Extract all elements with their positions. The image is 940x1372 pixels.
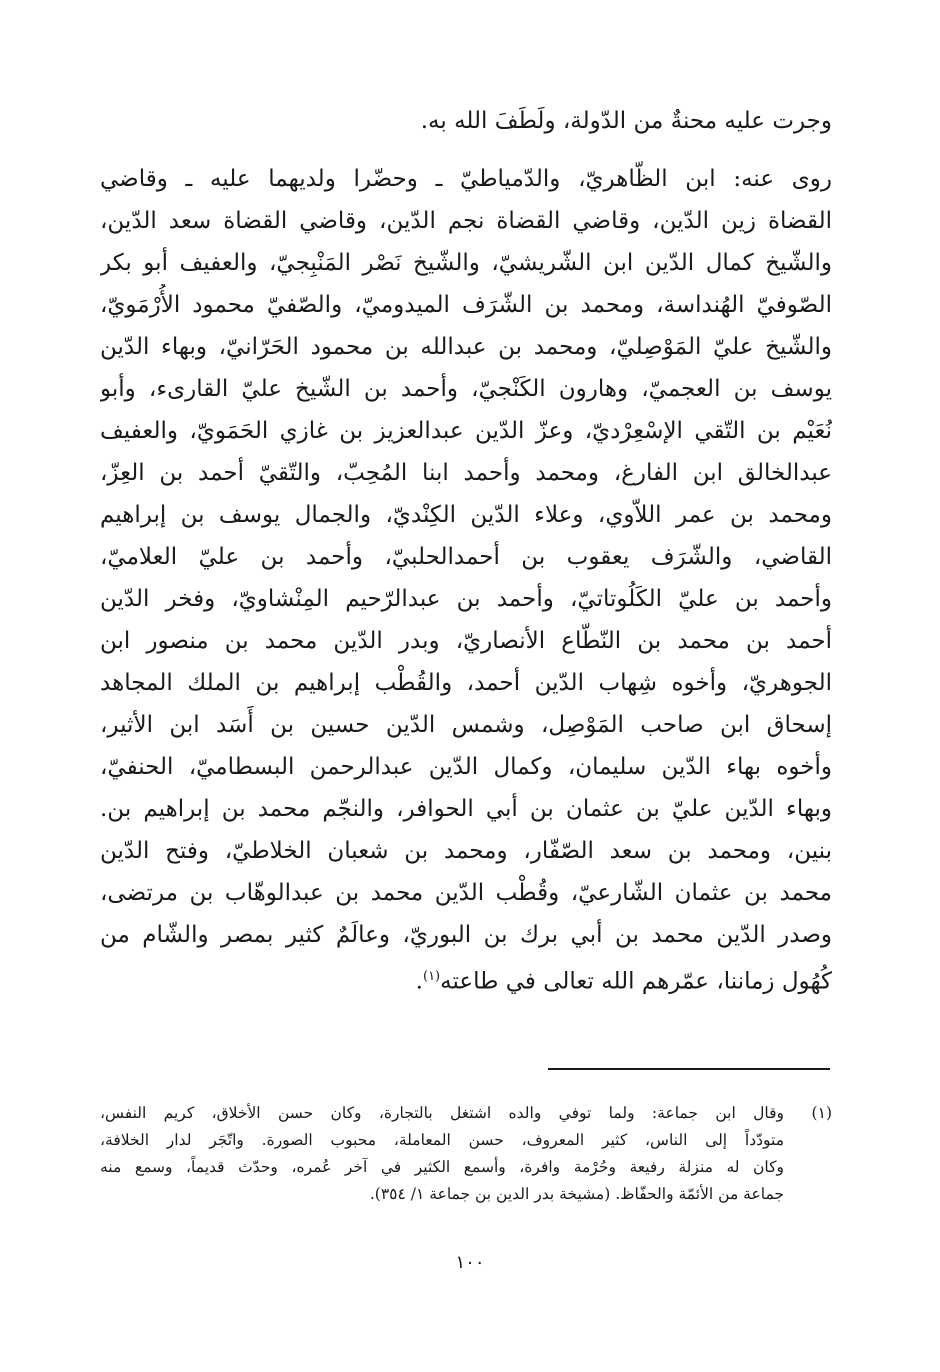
period: . (415, 968, 423, 995)
text-line: يوسف بن العجميّ، وهارون الكَنْجيّ، وأحمد بن الشّيخ عليّ القارىء، وأبو (100, 376, 832, 402)
text-line: القضاة زين الدّين، وقاضي القضاة نجم الدّين، وقاضي القضاة سعد الدّين، (100, 208, 832, 234)
footnote-body (100, 1100, 784, 1208)
footnote-number: (١) (811, 1104, 832, 1122)
paragraph-intro-text: وجرت عليه محنةٌ من الدّولة، ولَطَفَ الله به. (420, 108, 832, 134)
footnote-separator (548, 1068, 830, 1070)
footnote-reference[interactable]: (١) (422, 969, 441, 984)
footnote (100, 1100, 832, 1208)
paragraph-intro (100, 100, 832, 142)
text-line: الجوهريّ، وأخوه شِهاب الدّين أحمد، والقُطْب إبراهيم بن الملك المجاهد (100, 670, 832, 696)
text-line: بنين، ومحمد بن سعد الصّفّار، ومحمد بن شعبان الخلاطيّ، وفتح الدّين (100, 838, 832, 864)
text-line: وصدر الدّين محمد بن أبي برك بن البوريّ، وعالَمٌ كثير بمصر والشّام من (100, 922, 832, 948)
text-line: عبدالخالق ابن الفارغ، ومحمد وأحمد ابنا المُحِبّ، والتّقيّ أحمد بن العِزّ، (100, 460, 832, 486)
footnote-line: وقال ابن جماعة: ولما توفي والده اشتغل بالتجارة، وكان حسن الأخلاق، كريم النفس، (100, 1104, 784, 1122)
text-line: وأحمد بن عليّ الكَلُوتاتيّ، وأحمد بن عبدالرّحيم المِنْشاويّ، وفخر الدّين (100, 586, 832, 612)
text-line: والشّيخ كمال الدّين ابن الشّريشيّ، والشّيخ نَصْر المَنْبِجيّ، والعفيف أبو بكر (100, 250, 832, 276)
text-line: محمد بن عثمان الشّارعيّ، وقُطْب الدّين محمد بن عبدالوهّاب بن مرتضى، (100, 880, 832, 906)
text-line: نُعَيْم بن التّقي الإسْعِرْديّ، وعزّ الدّين عبدالعزيز بن غازي الحَمَويّ، والعفيف (100, 418, 832, 444)
footnote-line: متودّداً إلى الناس، كثير المعروف، حسن المعاملة، محبوب الصورة. واتّجَر لدار الخلافة، (100, 1131, 784, 1149)
text-line: أحمد بن محمد بن النّطّاع الأنصاريّ، وبدر الدّين محمد بن منصور ابن (100, 628, 832, 654)
footnote-line: وكان له منزلة رفيعة وحُرْمة وافرة، وأسمع الكثير في آخر عُمره، وحدّث قديماً، وسمع منه (100, 1158, 784, 1176)
text-line-last (100, 956, 832, 998)
text-line: إسحاق ابن صاحب المَوْصِل، وشمس الدّين حسين بن أَسَد ابن الأثير، (100, 712, 832, 738)
text-line: روى عنه: ابن الظّاهريّ، والدّمياطيّ ـ وحضّرا ولديهما عليه ـ وقاضي (100, 166, 832, 192)
text-line: وأخوه بهاء الدّين سليمان، وكمال الدّين عبدالرحمن البسطاميّ، الحنفيّ، (100, 754, 832, 780)
page-number: ١٠٠ (455, 1252, 485, 1273)
text-line: القاضي، والشّرَف يعقوب بن أحمدالحلبيّ، وأحمد بن عليّ العلاميّ، (100, 544, 832, 570)
paragraph-narrators (100, 158, 832, 998)
text-line: والشّيخ عليّ المَوْصِليّ، ومحمد بن عبدالله بن محمود الحَرّانيّ، وبهاء الدّين (100, 334, 832, 360)
footnote-line: جماعة من الأئمّة والحفّاظ. (مشيخة بدر الدين بن جماعة ١/ ٣٥٤). (369, 1185, 784, 1203)
text-line: الصّوفيّ الهُنداسة، ومحمد بن الشّرَف الميدوميّ، والصّفيّ محمود الأُرْمَويّ، (100, 292, 832, 318)
text-line: ومحمد بن عمر اللاّوي، وعلاء الدّين الكِنْديّ، والجمال يوسف بن إبراهيم (100, 502, 832, 528)
text-line-last-content: كُهُول زماننا، عمّرهم الله تعالى في طاعته (440, 968, 832, 995)
text-line: وبهاء الدّين عليّ بن عثمان بن أبي الحوافر، والنجّم محمد بن إبراهيم بن. (100, 796, 832, 822)
